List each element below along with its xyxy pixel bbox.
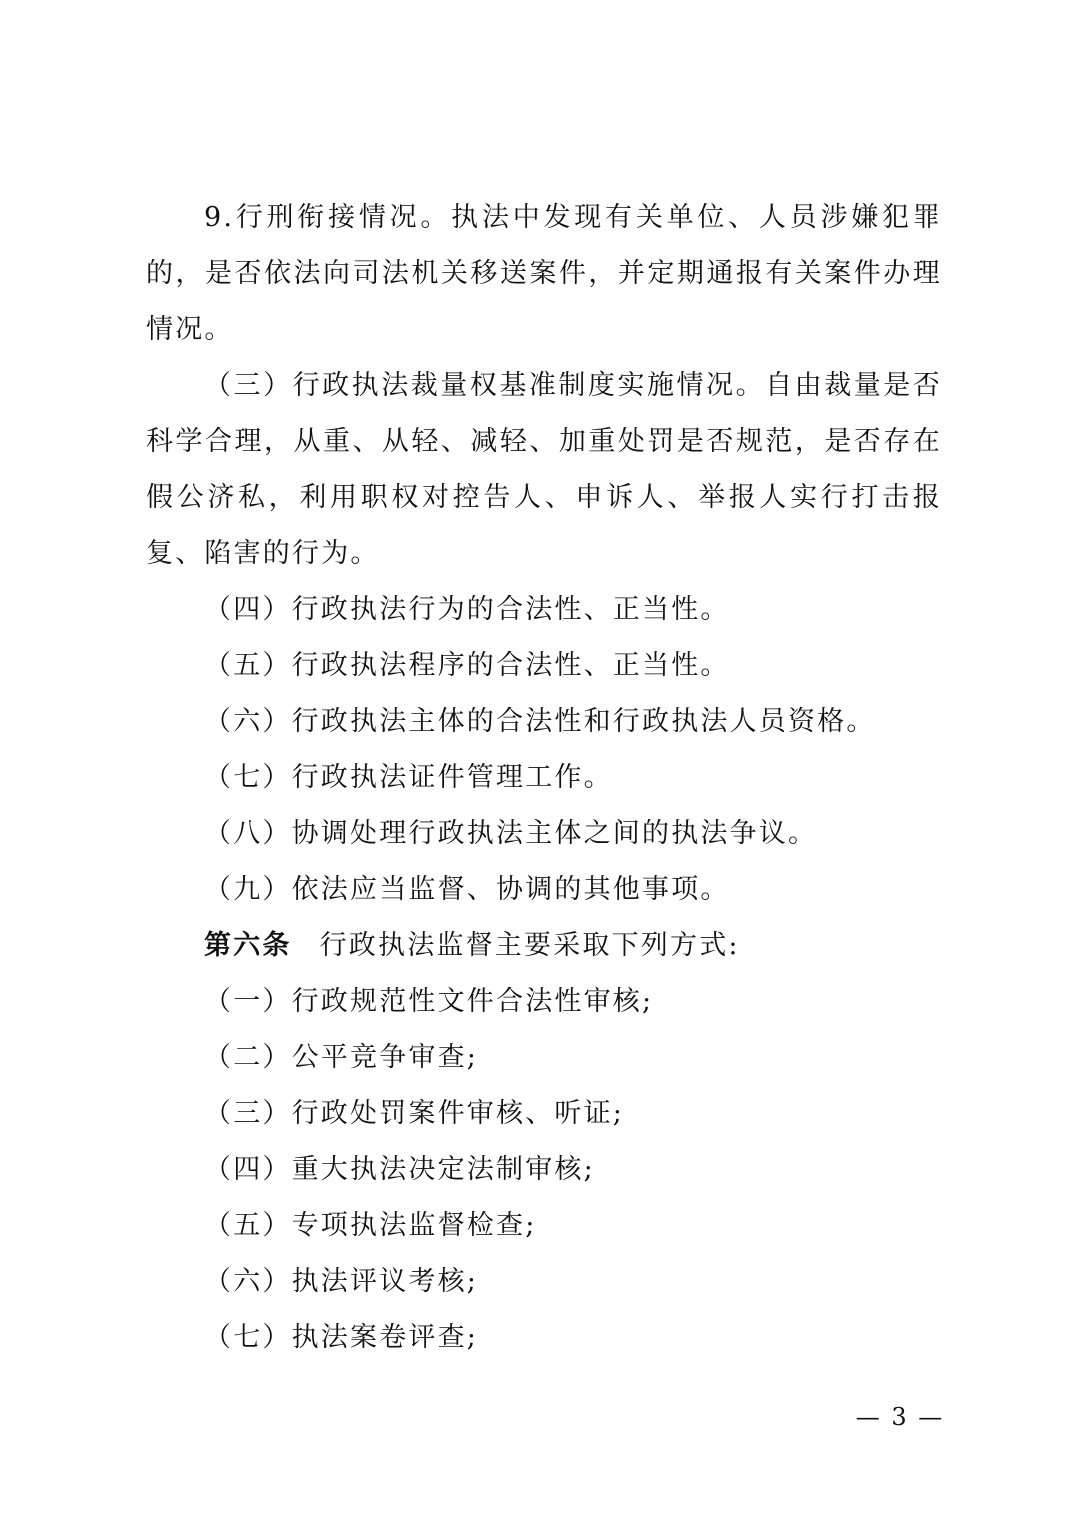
paragraph-discretion-standard: （三）行政执法裁量权基准制度实施情况。自由裁量是否科学合理，从重、从轻、减轻、加重处罚是否规范，是否存在假公济私，利用职权对控告人、申诉人、举报人实行打击报复、陷害的行为。 bbox=[146, 370, 942, 569]
paragraph-item-five: （五）行政执法程序的合法性、正当性。 bbox=[204, 650, 730, 681]
paragraph-criminal-linkage: 9.行刑衔接情况。执法中发现有关单位、人员涉嫌犯罪的，是否依法向司法机关移送案件，并定期通报有关案件办理情况。 bbox=[146, 202, 942, 345]
paragraph-item-eight: （八）协调处理行政执法主体之间的执法争议。 bbox=[204, 818, 818, 849]
body-text bbox=[146, 190, 942, 1366]
article-label: 第六条 bbox=[204, 930, 292, 961]
method-item-one: （一）行政规范性文件合法性审核; bbox=[204, 986, 654, 1017]
article-text: 行政执法监督主要采取下列方式: bbox=[319, 930, 740, 961]
paragraph-item-six: （六）行政执法主体的合法性和行政执法人员资格。 bbox=[204, 706, 876, 737]
method-item-six: （六）执法评议考核; bbox=[204, 1266, 479, 1297]
method-item-two: （二）公平竞争审查; bbox=[204, 1042, 479, 1073]
method-item-seven: （七）执法案卷评查; bbox=[204, 1322, 479, 1353]
method-item-five: （五）专项执法监督检查; bbox=[204, 1210, 537, 1241]
paragraph-item-four: （四）行政执法行为的合法性、正当性。 bbox=[204, 594, 730, 625]
paragraph-item-seven: （七）行政执法证件管理工作。 bbox=[204, 762, 613, 793]
method-item-four: （四）重大执法决定法制审核; bbox=[204, 1154, 595, 1185]
article-six bbox=[146, 918, 942, 974]
method-item-three: （三）行政处罚案件审核、听证; bbox=[204, 1098, 625, 1129]
paragraph-item-nine: （九）依法应当监督、协调的其他事项。 bbox=[204, 874, 730, 905]
page-number: — 3 — bbox=[855, 1403, 945, 1431]
